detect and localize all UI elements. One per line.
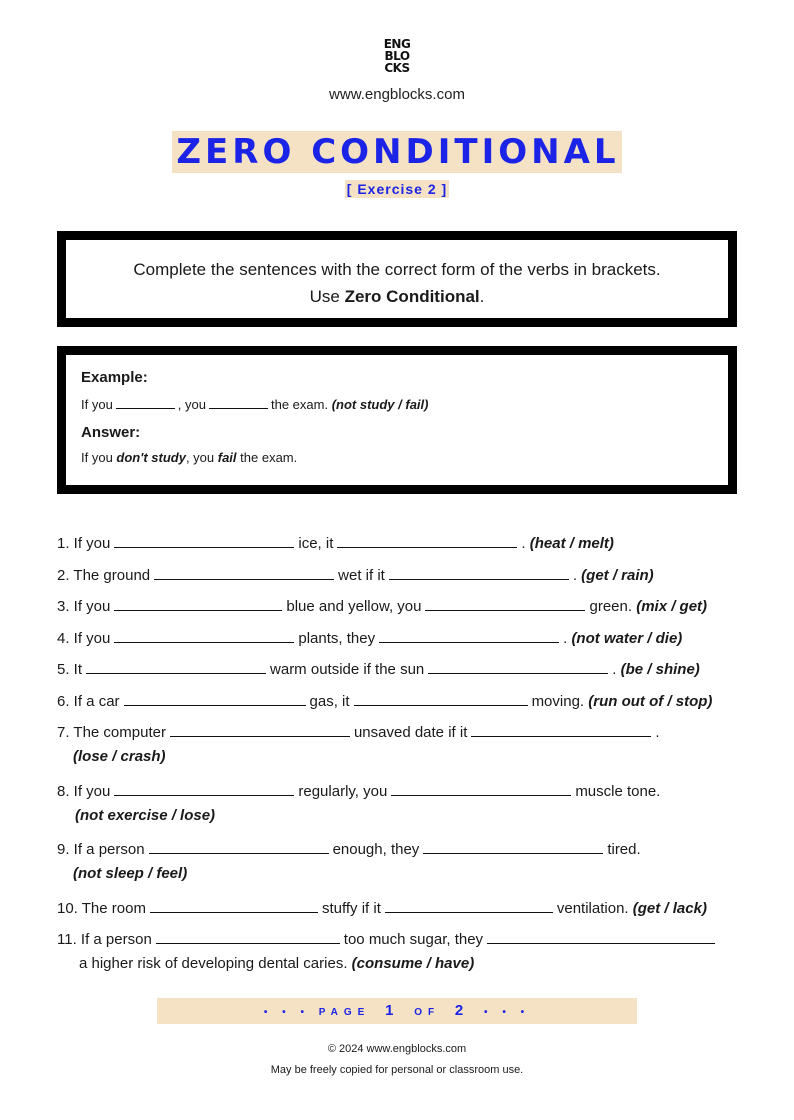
q5-part-1: 5. It — [57, 661, 83, 678]
question-5 — [57, 658, 700, 678]
q10-part-2: stuffy if it — [321, 900, 381, 917]
q5-part-2: warm outside if the sun — [270, 661, 425, 678]
question-10 — [57, 897, 707, 917]
q4-blank-1[interactable] — [114, 627, 294, 643]
q10-part-1: 10. The room — [57, 900, 146, 917]
q2-blank-1[interactable] — [154, 564, 334, 580]
q6-part-1: 6. If a car — [57, 693, 120, 710]
question-2 — [57, 564, 654, 584]
q1-part-1: 1. If you — [57, 535, 111, 552]
q3-part-3: green. — [589, 598, 633, 615]
engblocks-logo — [0, 38, 794, 74]
example-label: Example: — [81, 369, 148, 386]
q5-hint: (be / shine) — [620, 661, 700, 678]
q9-part-2: enough, they — [332, 841, 420, 858]
q5-blank-2[interactable] — [428, 658, 608, 674]
site-url[interactable]: www.engblocks.com — [329, 86, 465, 103]
total-pages: 2 — [454, 1002, 470, 1019]
q9-hint: (not sleep / feel) — [73, 865, 188, 882]
example-part-2: , you — [177, 397, 206, 412]
example-part-3: the exam. — [270, 397, 329, 412]
q11-blank-1[interactable] — [156, 928, 340, 944]
q4-blank-2[interactable] — [379, 627, 559, 643]
answer-verb-1: don't study — [116, 450, 186, 465]
q8-blank-2[interactable] — [391, 780, 571, 796]
q3-part-1: 3. If you — [57, 598, 111, 615]
exercise-subtitle: [ Exercise 2 ] — [346, 181, 448, 197]
q5-part-3: . — [612, 661, 617, 678]
q1-blank-1[interactable] — [114, 532, 294, 548]
q9-blank-2[interactable] — [423, 838, 603, 854]
q11-part-2: too much sugar, they — [343, 931, 484, 948]
q3-part-2: blue and yellow, you — [286, 598, 422, 615]
answer-label: Answer: — [81, 424, 141, 441]
example-part-1: If you — [81, 397, 113, 412]
q11-blank-2[interactable] — [487, 928, 715, 944]
q6-blank-2[interactable] — [354, 690, 528, 706]
q7-hint: (lose / crash) — [73, 748, 166, 765]
example-sentence — [81, 395, 728, 412]
q8-part-2: regularly, you — [298, 783, 388, 800]
question-9 — [57, 838, 641, 858]
q3-hint: (mix / get) — [636, 598, 708, 615]
q8-part-3: muscle tone. — [575, 783, 661, 800]
q1-blank-2[interactable] — [337, 532, 517, 548]
q3-blank-1[interactable] — [114, 595, 282, 611]
q4-part-2: plants, they — [298, 630, 376, 647]
footer-license: May be freely copied for personal or classroom use. — [270, 1064, 524, 1076]
q2-part-2: wet if it — [338, 567, 385, 584]
q6-part-3: moving. — [531, 693, 585, 710]
example-hint: (not study / fail) — [331, 397, 429, 412]
q10-blank-1[interactable] — [150, 897, 318, 913]
q8-part-1: 8. If you — [57, 783, 111, 800]
q2-blank-2[interactable] — [389, 564, 569, 580]
of-word: OF — [414, 1007, 441, 1018]
q2-part-1: 2. The ground — [57, 567, 151, 584]
q1-part-2: ice, it — [298, 535, 334, 552]
q10-blank-2[interactable] — [385, 897, 553, 913]
example-box — [57, 346, 737, 494]
question-1 — [57, 532, 614, 552]
q1-hint: (heat / melt) — [529, 535, 614, 552]
instructions-period: . — [479, 287, 485, 306]
example-blank-2 — [209, 395, 268, 409]
q10-hint: (get / lack) — [632, 900, 707, 917]
q2-hint: (get / rain) — [581, 567, 654, 584]
q9-part-1: 9. If a person — [57, 841, 145, 858]
q7-blank-2[interactable] — [471, 721, 651, 737]
instructions-box — [57, 231, 737, 327]
question-8 — [57, 780, 660, 800]
question-4 — [57, 627, 682, 647]
answer-verb-2: fail — [217, 450, 237, 465]
answer-part-1: If you — [81, 450, 117, 465]
q6-part-2: gas, it — [309, 693, 350, 710]
question-7 — [57, 721, 660, 741]
question-6 — [57, 690, 712, 710]
q10-part-3: ventilation. — [556, 900, 629, 917]
answer-part-3: the exam. — [236, 450, 298, 465]
logo-line-3: CKS — [384, 61, 410, 75]
current-page: 1 — [385, 1002, 400, 1019]
answer-sentence — [81, 450, 728, 465]
instructions-line-2 — [66, 283, 728, 310]
q5-blank-1[interactable] — [86, 658, 266, 674]
question-11-continued — [79, 955, 474, 972]
q6-blank-1[interactable] — [124, 690, 306, 706]
q11-part-3: a higher risk of developing dental caries. — [79, 955, 348, 972]
footer-copyright: © 2024 www.engblocks.com — [327, 1043, 467, 1055]
q9-blank-1[interactable] — [149, 838, 329, 854]
page-word: PAGE — [318, 1007, 371, 1018]
page-dots-left: • • • — [263, 1007, 310, 1018]
question-11 — [57, 928, 715, 948]
q4-hint: (not water / die) — [571, 630, 683, 647]
instructions-line-1: Complete the sentences with the correct form of the verbs in brackets. — [133, 260, 661, 279]
q7-part-3: . — [655, 724, 660, 741]
logo-line-1: ENG — [383, 37, 411, 51]
q1-part-3: . — [521, 535, 526, 552]
q9-part-3: tired. — [607, 841, 641, 858]
q4-part-3: . — [563, 630, 568, 647]
q7-part-1: 7. The computer — [57, 724, 166, 741]
instructions-bold: Zero Conditional — [344, 287, 480, 306]
q11-hint: (consume / have) — [351, 955, 475, 972]
q7-blank-1[interactable] — [170, 721, 350, 737]
q11-part-1: 11. If a person — [57, 931, 152, 948]
q8-hint: (not exercise / lose) — [75, 807, 216, 824]
q3-blank-2[interactable] — [425, 595, 585, 611]
instructions-use: Use — [309, 287, 345, 306]
page-dots-right: • • • — [484, 1007, 531, 1018]
q7-part-2: unsaved date if it — [353, 724, 468, 741]
answer-part-2: , you — [185, 450, 218, 465]
q6-hint: (run out of / stop) — [588, 693, 713, 710]
logo-line-2: BLO — [384, 49, 410, 63]
page-indicator — [157, 998, 637, 1024]
example-blank-1 — [116, 395, 175, 409]
page-title: ZERO CONDITIONAL — [172, 131, 621, 173]
q4-part-1: 4. If you — [57, 630, 111, 647]
q2-part-3: . — [572, 567, 577, 584]
question-3 — [57, 595, 707, 615]
q8-blank-1[interactable] — [114, 780, 294, 796]
